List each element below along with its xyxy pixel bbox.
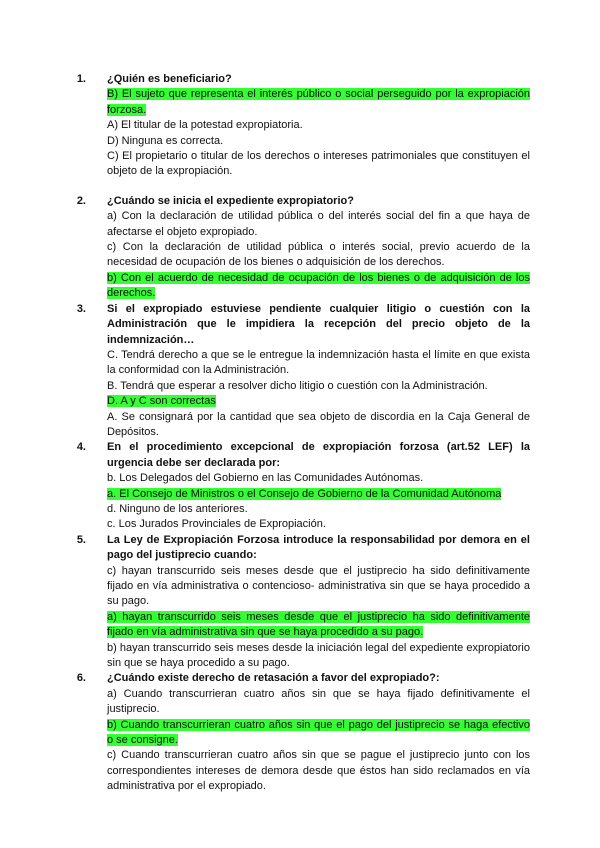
answer-option: A. Se consignará por la cantidad que sea objeto de discordia en la Caja General de Depósitos. <box>107 410 530 438</box>
question-text: Si el expropiado estuviese pendiente cualquier litigio o cuestión con la Administración que le impidiera la recepción del precio objeto de la indemnización… <box>107 302 530 346</box>
answer-option <box>92 610 530 641</box>
answer-option: B. Tendrá que esperar a resolver dicho litigio o cuestión con la Administración. <box>107 379 488 392</box>
answer-option <box>92 87 530 118</box>
question-number: 4. <box>76 441 86 454</box>
question-4 <box>76 440 530 532</box>
answer-option: C) El propietario o titular de los derechos o intereses patrimoniales que constituyen el objeto de la expropiación. <box>107 150 530 178</box>
answer-option: c) Con la declaración de utilidad pública o interés social, previo acuerdo de la necesidad de ocupación de los bienes o adquisición de los derechos. <box>107 241 530 269</box>
answer-option: D) Ninguna es correcta. <box>107 134 224 147</box>
question-number: 2. <box>76 194 86 207</box>
answer-option: c) Cuando transcurrieran cuatro años sin que se pague el justiprecio junto con los correspondientes intereses de demora desde que éstos han sido reclamados en vía administrativa por el expropiado. <box>107 749 530 793</box>
answer-option: a) Con la declaración de utilidad pública o del interés social del fin a que haya de afectarse el objeto expropiado. <box>107 210 530 238</box>
spacer <box>92 180 530 194</box>
answer-option <box>92 718 530 749</box>
correct-answer-highlight: B) El sujeto que representa el interés público o social perseguido por la expropiación forzosa. <box>107 88 530 116</box>
answer-option <box>92 394 530 409</box>
question-text: ¿Quién es beneficiario? <box>107 73 232 85</box>
answer-option: d. Ninguno de los anteriores. <box>107 502 248 515</box>
question-text: La Ley de Expropiación Forzosa introduce la responsabilidad por demora en el pago del justiprecio cuando: <box>107 533 530 562</box>
answer-option: C. Tendrá derecho a que se le entregue la indemnización hasta el límite en que exista la conformidad con la Administración. <box>107 348 530 377</box>
question-number: 1. <box>76 73 86 85</box>
question-3 <box>76 302 530 441</box>
question-list <box>76 72 530 795</box>
question-text: En el procedimiento excepcional de expropiación forzosa (art.52 LEF) la urgencia debe ser declarada por: <box>107 441 530 469</box>
question-text: ¿Cuándo se inicia el expediente expropiatorio? <box>107 194 354 207</box>
question-number: 6. <box>76 672 86 685</box>
question-6 <box>76 671 530 794</box>
answer-option: b. Los Delegados del Gobierno en las Comunidades Autónomas. <box>107 472 424 485</box>
correct-answer-highlight: D. A y C son correctas <box>107 395 216 408</box>
question-number: 3. <box>76 302 86 315</box>
correct-answer-highlight: a. El Consejo de Ministros o el Consejo de Gobierno de la Comunidad Autónoma <box>107 487 502 500</box>
question-number: 5. <box>76 533 86 546</box>
answer-option: c) hayan transcurrido seis meses desde que el justiprecio ha sido definitivamente fijado en vía administrativa o contencioso- administrativa sin que se haya procedido a su pago. <box>107 564 530 608</box>
answer-option <box>92 487 530 502</box>
correct-answer-highlight: b) Cuando transcurrieran cuatro años sin que el pago del justiprecio se haga efectivo o se consigne. <box>107 718 530 747</box>
correct-answer-highlight: b) Con el acuerdo de necesidad de ocupación de los bienes o de adquisición de los derechos. <box>107 271 530 300</box>
correct-answer-highlight: a) hayan transcurrido seis meses desde que el justiprecio ha sido definitivamente fijado en vía administrativa sin que se haya procedido a su pago. <box>107 610 530 639</box>
question-1 <box>76 72 530 180</box>
question-text: ¿Cuándo existe derecho de retasación a favor del expropiado?: <box>107 672 440 685</box>
answer-option: b) hayan transcurrido seis meses desde la iniciación legal del expediente expropiatorio sin que se haya procedido a su pago. <box>107 641 530 670</box>
question-5 <box>76 533 530 672</box>
answer-option: a) Cuando transcurrieran cuatro años sin que se haya fijado definitivamente el justiprecio. <box>107 687 530 716</box>
question-2 <box>76 194 530 302</box>
answer-option: c. Los Jurados Provinciales de Expropiación. <box>107 518 326 531</box>
answer-option <box>92 271 530 302</box>
answer-option: A) El titular de la potestad expropiatoria. <box>107 119 303 132</box>
